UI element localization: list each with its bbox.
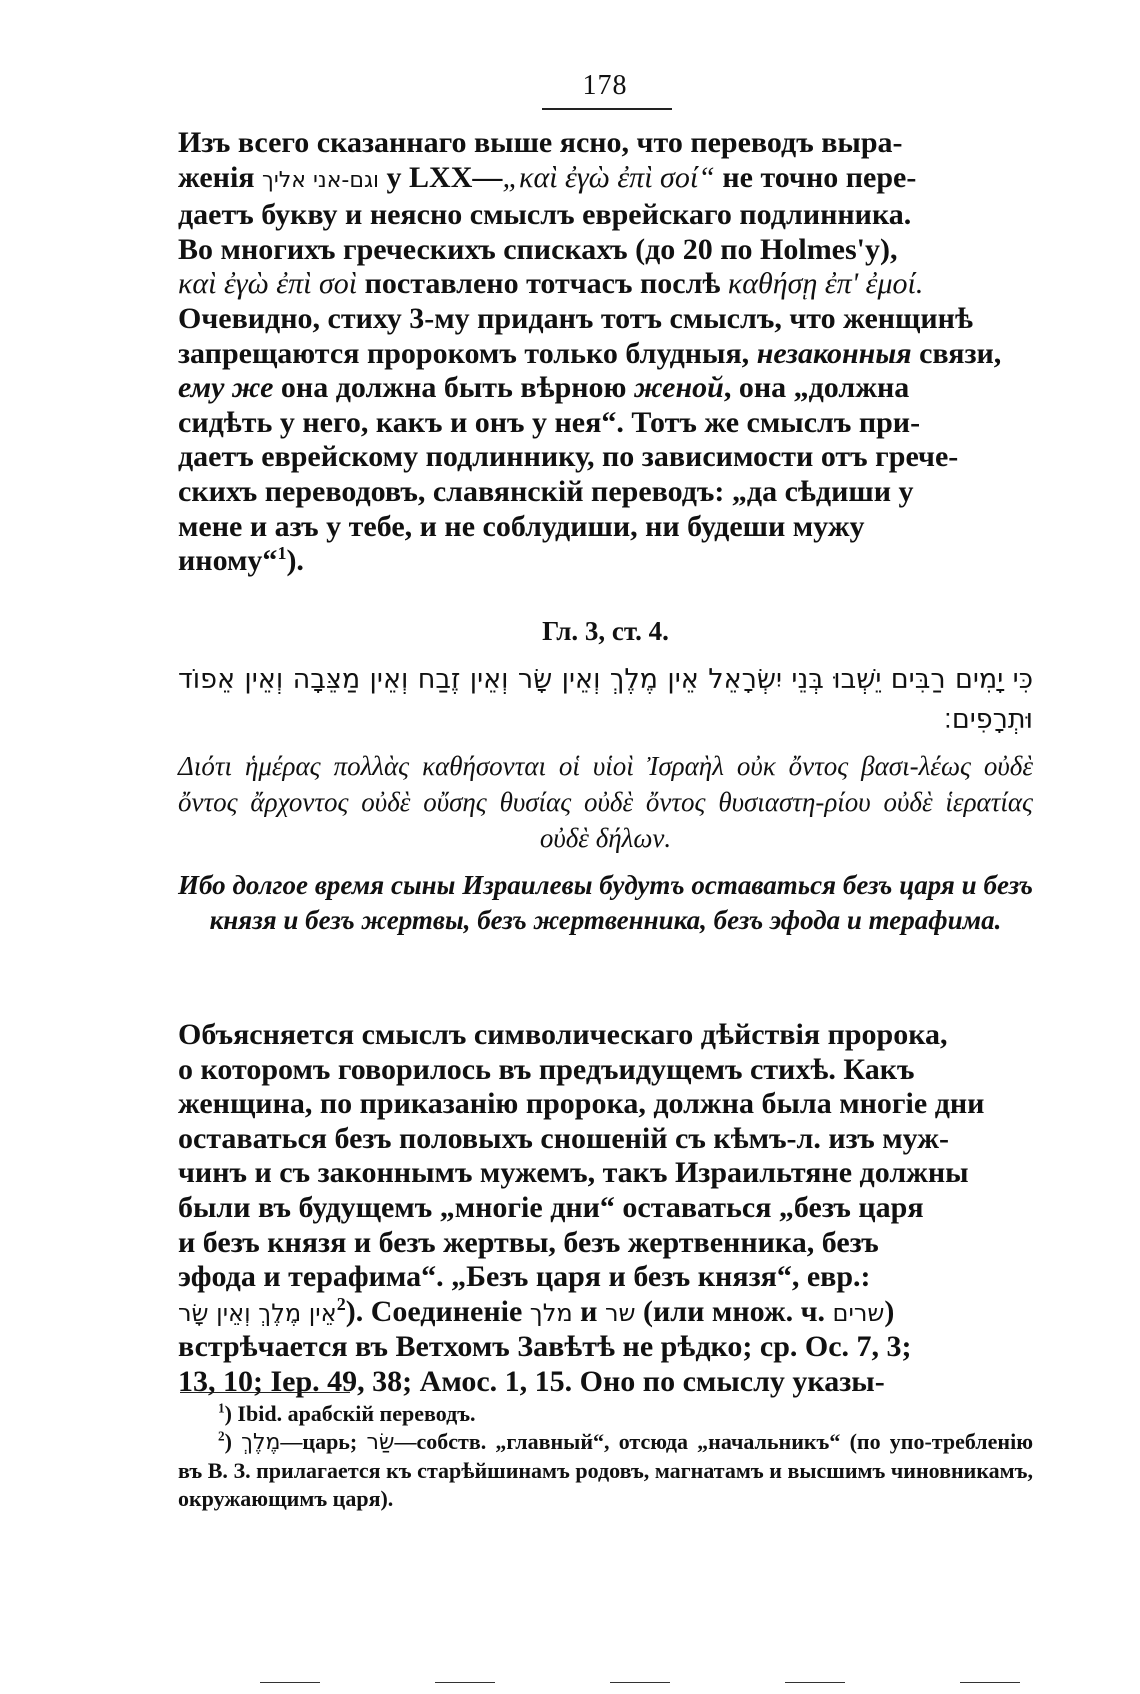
text-span: оставаться безъ половыхъ сношеній съ кѣмъ-л. изъ муж- [178, 1121, 949, 1155]
text-span: и безъ князя и безъ жертвы, безъ жертвенника, безъ [178, 1225, 879, 1259]
hebrew-word: מֶלֶךְ [241, 1430, 281, 1455]
page-number-rule [542, 108, 672, 110]
footnote-ref-2: 2 [336, 1293, 346, 1314]
italic-emphasis: ему же [178, 371, 274, 405]
footnote-text: —царь; [280, 1429, 367, 1454]
text-span: Во многихъ греческихъ спискахъ (до 20 по Holmes'у), [178, 232, 898, 266]
scan-mark [610, 1682, 670, 1686]
footnote-2: $^2$) מֶלֶךְ—царь; שַׂר—собств. „главный“, отсюда „начальникъ“ (по упо-требленію въ В. З. прилагается къ старѣйшинамъ родовъ, магнатамъ и высшимъ чиновникамъ, окружающимъ царя). [178, 1428, 1034, 1511]
text-line [178, 126, 1033, 161]
text-span: мене и азъ у тебе, и не соблудиши, ни будеши мужу [178, 509, 865, 543]
footnote-text: ) Ibid. арабскій переводъ. [224, 1401, 476, 1426]
text-span: , она „должна [723, 371, 910, 405]
footnotes [178, 1400, 1033, 1513]
footnote-mark: 2 [218, 1428, 225, 1444]
text-span: иному“ [178, 544, 278, 578]
text-line [178, 337, 1033, 372]
greek-phrase: καὶ ἐγὼ ἐπὶ σοὶ [178, 267, 358, 301]
hebrew-phrase: אֵין מֶלֶךְ וְאֵין שָׂר [178, 1298, 337, 1327]
text-line [178, 233, 1033, 268]
text-span: ). [286, 544, 304, 578]
paragraph-intro [178, 126, 1033, 579]
hebrew-word: שַׂר [366, 1430, 395, 1455]
text-line [178, 1330, 1033, 1365]
scan-mark [960, 1682, 1020, 1686]
text-line [178, 1295, 1033, 1331]
text-span: скихъ переводовъ, славянскій переводъ: „да сѣдиши у [178, 474, 914, 508]
footnote-text: —собств. „главный“, отсюда „начальникъ“ (по упо-требленію въ В. З. прилагается къ старѣйшинамъ родовъ, магнатамъ и высшимъ чиновникамъ, окружающимъ царя). [178, 1429, 1034, 1511]
text-span: эфода и терафима“. „Безъ царя и безъ князя“, евр.: [178, 1260, 871, 1294]
text-span: чинъ и съ законнымъ мужемъ, такъ Израильтяне должны [178, 1156, 969, 1190]
text-span: ). Соединеніе [345, 1294, 530, 1328]
text-line [178, 302, 1033, 337]
italic-emphasis: женой [633, 371, 724, 405]
text-span: о которомъ говорилось въ предъидущемъ стихѣ. Какъ [178, 1052, 915, 1086]
greek-phrase: καθήσῃ ἐπ' ἐμοί. [727, 267, 924, 301]
text-line [178, 1018, 1033, 1053]
text-span: Изъ всего сказаннаго выше ясно, что переводъ выра- [178, 126, 903, 159]
text-line [178, 161, 1033, 199]
footnote-1 [178, 1400, 1033, 1428]
paragraph-commentary [178, 1018, 1033, 1400]
footnote-separator [180, 1392, 350, 1393]
text-line [178, 1087, 1033, 1122]
text-span: у LXX— [379, 160, 503, 194]
hebrew-word: שרים [832, 1298, 885, 1327]
page-number: 178 [582, 70, 628, 101]
text-span: 13, 10; Іер. 49, 38; Амос. 1, 15. Оно по смыслу указы- [178, 1364, 885, 1398]
text-span: не точно пере- [714, 160, 917, 194]
scan-mark [260, 1682, 320, 1686]
hebrew-verse: כִּי יָמִים רַבִּים יֵשְׁבוּ בְּנֵי יִשְׂרָאֵל אֵין מֶלֶךְ וְאֵין שָׂר וְאֵין זֶבַח וְאֵין מַצֵּבָה וְאֵין אֵפוֹד וּתְרָפִים׃ [178, 664, 1033, 735]
text-span: женія [178, 160, 263, 194]
text-line [178, 1365, 1033, 1400]
text-span: поставлено тотчасъ послѣ [357, 267, 728, 301]
greek-verse: Διότι ἡμέρας πολλὰς καθήσονται οἱ υἱοὶ Ἰσραὴλ οὐκ ὄντος βασι-λέως οὐδὲ ὄντος ἄρχοντος οὐδὲ οὔσης θυσίας οὐδὲ ὄντος θυσιαστη-ρίου οὐδὲ ἱερατίας οὐδὲ δήλων. [178, 751, 1033, 853]
text-line [178, 1260, 1033, 1295]
text-line [178, 1122, 1033, 1157]
text-span: она должна быть вѣрною [273, 371, 634, 405]
greek-phrase: „καὶ ἐγὼ ἐπὶ σοί“ [502, 160, 715, 194]
text-span: даетъ букву и неясно смыслъ еврейскаго подлинника. [178, 198, 912, 232]
hebrew-word: מלך [529, 1298, 573, 1327]
text-span: (или множ. ч. [635, 1294, 833, 1328]
text-span: Объясняется смыслъ символическаго дѣйствія пророка, [178, 1018, 948, 1051]
text-line [178, 544, 1033, 579]
text-span: ) [884, 1294, 895, 1328]
text-line [178, 1053, 1033, 1088]
footnote-ref-1: 1 [277, 543, 287, 564]
text-line [178, 1156, 1033, 1191]
text-span: сидѣть у него, какъ и онъ у нея“. Тотъ же смыслъ при- [178, 405, 921, 439]
scan-mark [435, 1682, 495, 1686]
text-span: связи, [911, 336, 1002, 370]
scan-mark [785, 1682, 845, 1686]
text-line [178, 1226, 1033, 1261]
text-span: были въ будущемъ „многіе дни“ оставаться „безъ царя [178, 1190, 924, 1224]
hebrew-word: שר [604, 1298, 636, 1327]
text-span: женщина, по приказанію пророка, должна была многіе дни [178, 1087, 985, 1121]
text-line [178, 510, 1033, 545]
text-line [178, 267, 1033, 302]
text-line [178, 440, 1033, 475]
italic-emphasis: незаконныя [756, 336, 912, 370]
text-line [178, 1191, 1033, 1226]
text-span: Очевидно, стиху 3-му приданъ тотъ смыслъ, что женщинѣ [178, 301, 973, 335]
text-line [178, 406, 1033, 441]
text-line [178, 198, 1033, 233]
text-span: даетъ еврейскому подлиннику, по зависимости отъ грече- [178, 440, 959, 474]
text-span: запрещаются пророкомъ только блудныя, [178, 336, 757, 370]
page-bottom-marks [260, 1682, 1020, 1686]
text-line [178, 475, 1033, 510]
russian-verse: Ибо долгое время сыны Израилевы будутъ оставаться безъ царя и безъ князя и безъ жертвы, безъ жертвенника, безъ эфода и терафима. [178, 870, 1033, 935]
text-span: и [572, 1294, 605, 1328]
hebrew-phrase: וגם-אני אליך [262, 167, 380, 193]
verse-heading: Гл. 3, ст. 4. [542, 616, 669, 646]
footnote-mark: 1 [218, 1400, 225, 1416]
text-line [178, 371, 1033, 406]
text-span: встрѣчается въ Ветхомъ Завѣтѣ не рѣдко; ср. Ос. 7, 3; [178, 1330, 912, 1364]
